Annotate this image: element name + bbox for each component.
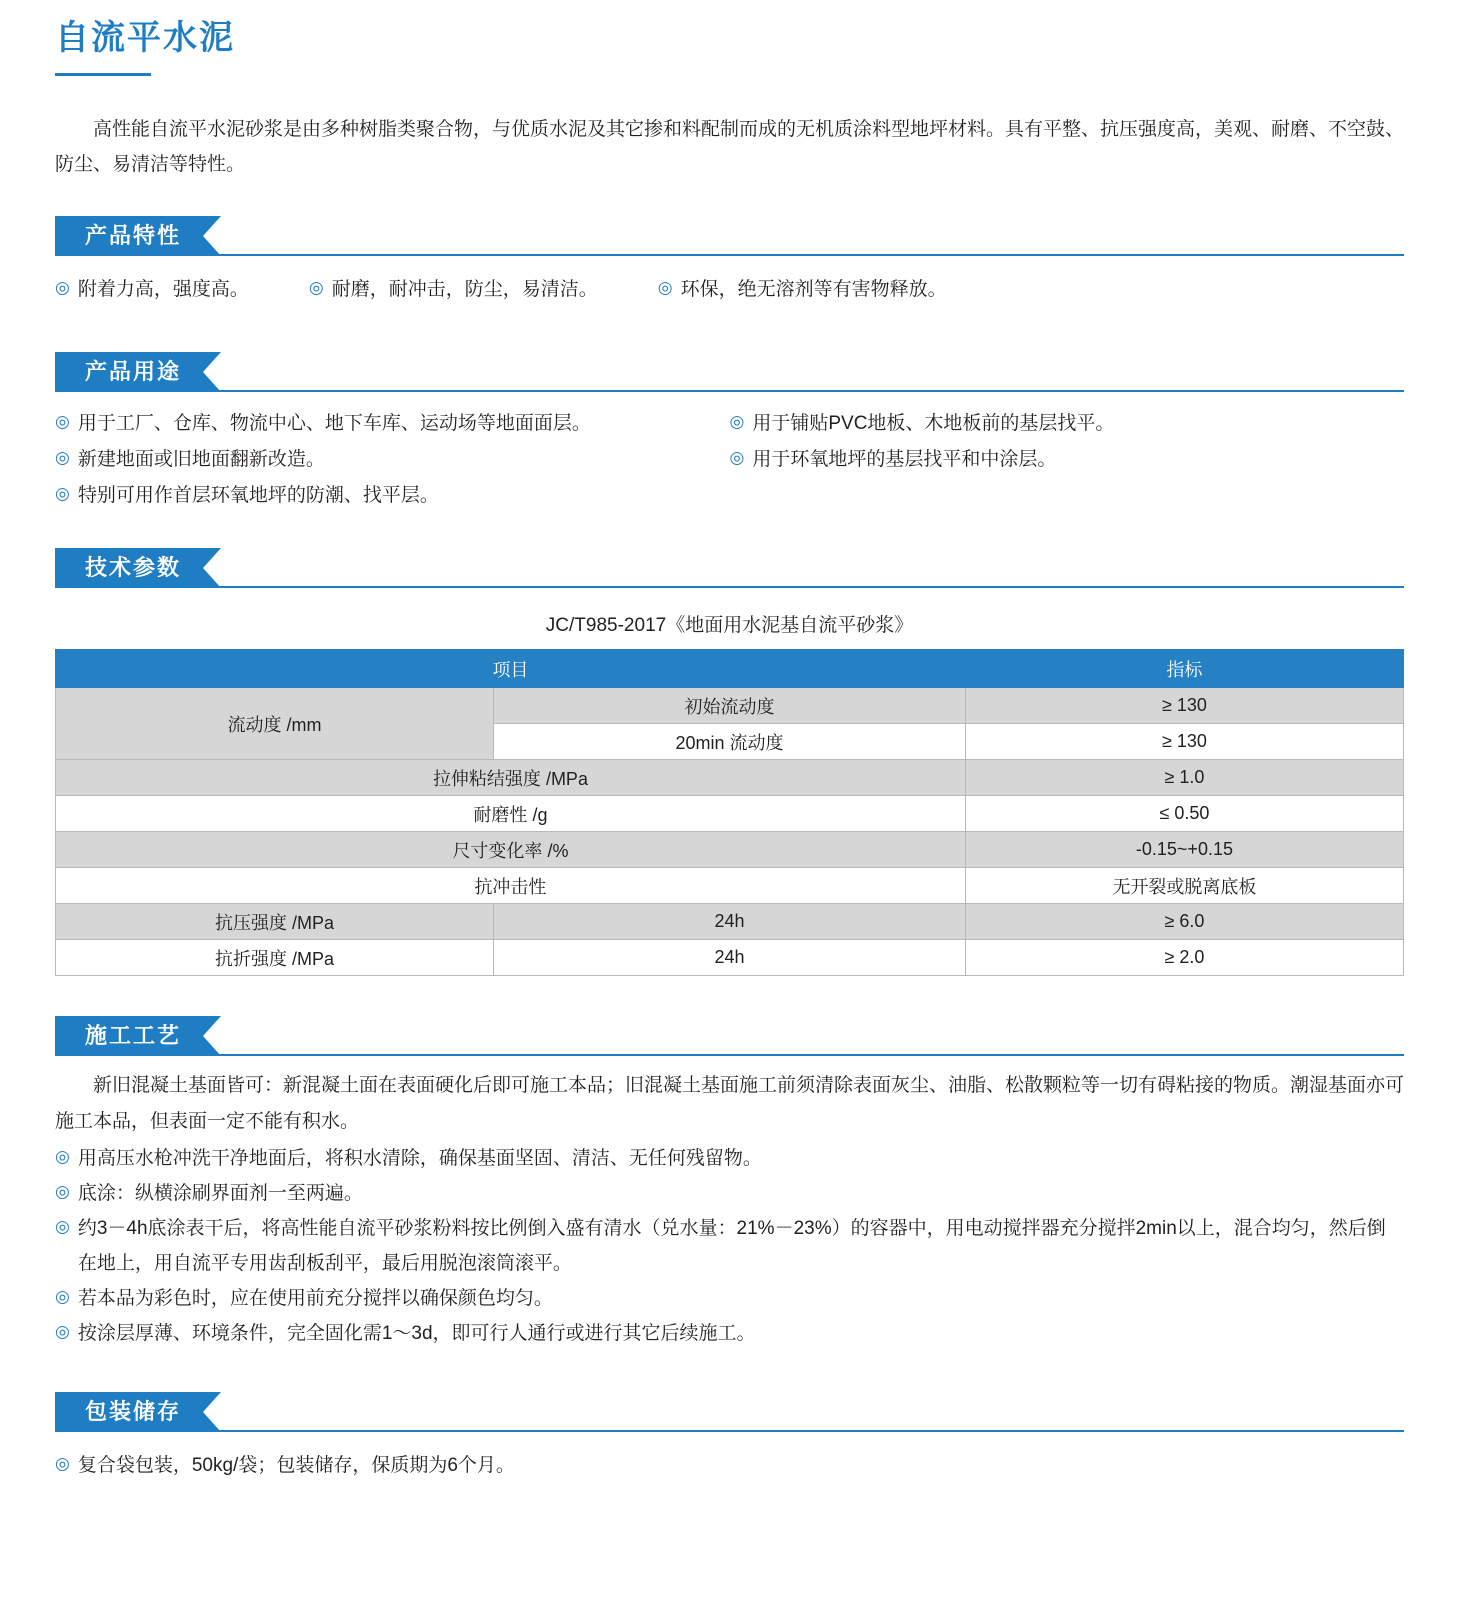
table-header-row <box>56 650 1404 688</box>
table-cell-value: ≥ 130 <box>965 688 1403 724</box>
bullet-icon: ◎ <box>308 278 324 298</box>
list-item-label: 用于环氧地坪的基层找平和中涂层。 <box>752 449 1057 471</box>
bullet-icon: ◎ <box>55 1287 70 1307</box>
bullet-icon: ◎ <box>729 412 745 432</box>
list-item-label: 特别可用作首层环氧地坪的防潮、找平层。 <box>77 485 439 507</box>
section-technical-parameters <box>55 548 1404 976</box>
list-item-label: 用高压水枪冲洗干净地面后，将积水清除，确保基面坚固、清洁、无任何残留物。 <box>77 1147 762 1169</box>
spacer <box>55 322 1404 352</box>
bullet-icon: ◎ <box>55 448 70 468</box>
table-row <box>56 940 1404 976</box>
list-item-label: 约3－4h底涂表干后，将高性能自流平砂浆粉料按比例倒入盛有清水（兑水量：21%－23%）的容器中，用电动搅拌器充分搅拌2min以上，混合均匀，然后倒在地上，用自流平专用齿刮板刮平，最后用脱泡滚筒滚平。 <box>77 1218 1386 1275</box>
section-title-uses: 产品用途 <box>55 352 203 392</box>
list-item <box>55 478 710 514</box>
section-product-features <box>55 216 1404 312</box>
section-rule-uses <box>55 390 1404 392</box>
list-item-label: 用于工厂、仓库、物流中心、地下车库、运动场等地面面层。 <box>77 413 591 435</box>
section-packaging-storage <box>55 1392 1404 1488</box>
list-item <box>730 406 1405 442</box>
list-item-label: 新建地面或旧地面翻新改造。 <box>77 449 325 471</box>
list-item <box>55 1448 1404 1484</box>
section-title-packaging: 包装储存 <box>55 1392 203 1432</box>
title-underline <box>55 73 151 76</box>
table-cell-value: ≥ 2.0 <box>965 940 1403 976</box>
intro-paragraph: 高性能自流平水泥砂浆是由多种树脂类聚合物，与优质水泥及其它掺和料配制而成的无机质涂料型地坪材料。具有平整、抗压强度高，美观、耐磨、不空鼓、防尘、易清洁等特性。 <box>55 118 1405 175</box>
list-item <box>730 442 1405 478</box>
bullet-icon: ◎ <box>55 1322 70 1342</box>
section-title-process: 施工工艺 <box>55 1016 203 1056</box>
table-caption: JC/T985-2017《地面用水泥基自流平砂浆》 <box>545 615 914 637</box>
spacer <box>55 1362 1404 1392</box>
bullet-icon: ◎ <box>55 412 70 432</box>
packaging-list <box>55 1436 1404 1488</box>
table-row <box>56 688 1404 724</box>
table-cell-group: 耐磨性 /g <box>56 796 966 832</box>
table-cell-group: 抗冲击性 <box>56 868 966 904</box>
list-item-label: 耐磨，耐冲击，防尘，易清洁。 <box>331 279 598 301</box>
list-item <box>55 406 710 442</box>
section-rule-process <box>55 1054 1404 1056</box>
bullet-icon: ◎ <box>55 484 70 504</box>
bullet-icon: ◎ <box>55 1217 70 1237</box>
table-cell-group: 流动度 /mm <box>56 688 494 760</box>
table-cell-group: 抗折强度 /MPa <box>56 940 494 976</box>
section-header-features <box>55 216 1404 256</box>
bullet-icon: ◎ <box>55 1181 70 1201</box>
section-title-features: 产品特性 <box>55 216 203 256</box>
table-cell-value: ≥ 130 <box>965 724 1403 760</box>
section-title-tech: 技术参数 <box>55 548 203 588</box>
list-item <box>55 1281 1404 1316</box>
table-cell-value: -0.15~+0.15 <box>965 832 1403 868</box>
list-item <box>55 442 710 478</box>
table-cell-value: 无开裂或脱离底板 <box>965 868 1403 904</box>
list-item-label: 复合袋包装，50kg/袋；包装储存，保质期为6个月。 <box>77 1454 515 1476</box>
list-item-label: 附着力高，强度高。 <box>77 279 249 301</box>
spacer <box>55 986 1404 1016</box>
features-list <box>55 260 1404 312</box>
table-cell-sub: 24h <box>494 940 966 976</box>
section-header-process <box>55 1016 1404 1056</box>
table-cell-value: ≥ 1.0 <box>965 760 1403 796</box>
bullet-icon: ◎ <box>55 1146 70 1166</box>
table-cell-value: ≥ 6.0 <box>965 904 1403 940</box>
section-header-packaging <box>55 1392 1404 1432</box>
list-item <box>55 1176 1404 1211</box>
list-item-label: 若本品为彩色时，应在使用前充分搅拌以确保颜色均匀。 <box>77 1288 553 1310</box>
bullet-icon: ◎ <box>657 278 673 298</box>
list-item <box>55 272 249 308</box>
table-header-index: 指标 <box>965 650 1403 688</box>
table-row <box>56 796 1404 832</box>
list-item <box>658 272 947 308</box>
list-item-label: 按涂层厚薄、环境条件，完全固化需1～3d，即可行人通行或进行其它后续施工。 <box>77 1323 756 1345</box>
section-rule-packaging <box>55 1430 1404 1432</box>
uses-column-right <box>730 406 1405 514</box>
uses-list <box>55 396 1404 518</box>
list-item-label: 用于铺贴PVC地板、木地板前的基层找平。 <box>752 413 1115 435</box>
table-cell-group: 尺寸变化率 /% <box>56 832 966 868</box>
bullet-icon: ◎ <box>55 278 70 298</box>
section-rule-features <box>55 254 1404 256</box>
process-list <box>55 1141 1404 1352</box>
list-item <box>55 1141 1404 1176</box>
process-paragraph: 新旧混凝土基面皆可：新混凝土面在表面硬化后即可施工本品；旧混凝土基面施工前须清除表面灰尘、油脂、松散颗粒等一切有碍粘接的物质。潮湿基面亦可施工本品，但表面一定不能有积水。 <box>55 1075 1405 1132</box>
table-cell-sub: 20min 流动度 <box>494 724 966 760</box>
uses-column-left <box>55 406 730 514</box>
section-header-tech <box>55 548 1404 588</box>
list-item <box>309 272 598 308</box>
table-cell-sub: 24h <box>494 904 966 940</box>
bullet-icon: ◎ <box>55 1453 70 1473</box>
section-product-uses <box>55 352 1404 518</box>
table-row <box>56 760 1404 796</box>
list-item-label: 底涂：纵横涂刷界面剂一至两遍。 <box>77 1182 363 1204</box>
table-cell-group: 拉伸粘结强度 /MPa <box>56 760 966 796</box>
spacer <box>55 528 1404 548</box>
table-header-item: 项目 <box>56 650 966 688</box>
table-cell-value: ≤ 0.50 <box>965 796 1403 832</box>
list-item <box>55 1211 1404 1281</box>
list-item-label: 环保，绝无溶剂等有害物释放。 <box>680 279 947 301</box>
section-construction-process <box>55 1016 1404 1351</box>
spec-table <box>55 649 1404 976</box>
table-row <box>56 868 1404 904</box>
list-item <box>55 1316 1404 1351</box>
section-rule-tech <box>55 586 1404 588</box>
bullet-icon: ◎ <box>729 448 745 468</box>
table-cell-group: 抗压强度 /MPa <box>56 904 494 940</box>
table-row <box>56 832 1404 868</box>
page-title: 自流平水泥 <box>55 19 235 57</box>
section-header-uses <box>55 352 1404 392</box>
table-cell-sub: 初始流动度 <box>494 688 966 724</box>
table-row <box>56 904 1404 940</box>
